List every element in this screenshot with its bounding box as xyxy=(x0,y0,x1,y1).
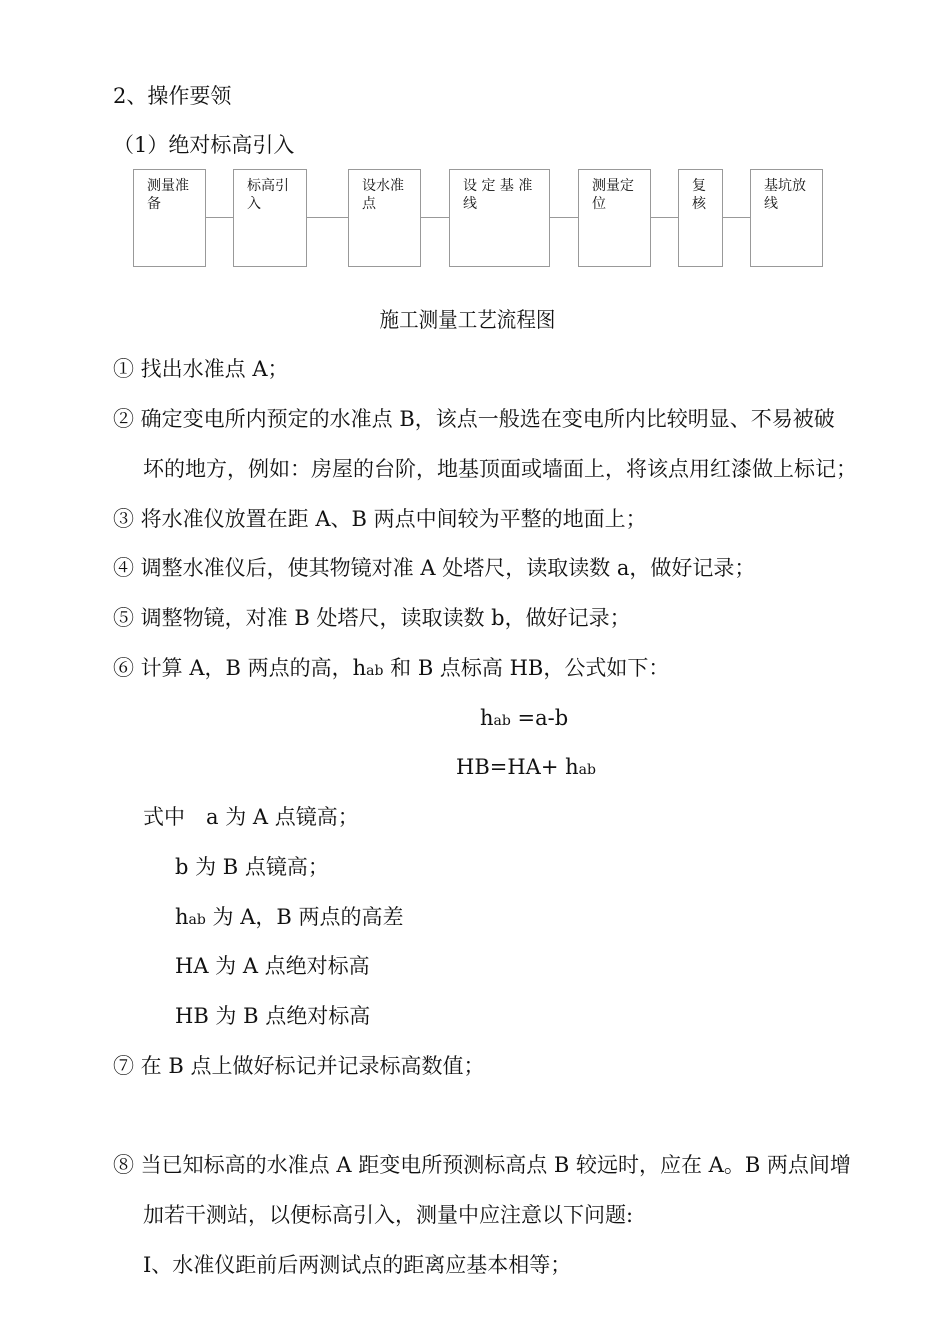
legend-line-5: HB 为 B 点绝对标高 xyxy=(175,1004,371,1028)
flow-step xyxy=(348,169,421,267)
flow-step-label: 测量准备 xyxy=(147,178,189,212)
formula-text: HB=HA+ h xyxy=(456,755,579,779)
flow-step-label: 标高引入 xyxy=(247,178,289,212)
subscript: ab xyxy=(578,762,596,778)
flow-step xyxy=(678,169,723,267)
subsection-title: （1）绝对标高引入 xyxy=(113,133,295,157)
step-1: ① 找出水准点 A； xyxy=(113,357,289,381)
formula-text: h xyxy=(480,706,494,730)
formula-text: =a-b xyxy=(510,706,569,730)
step-7: ⑦ 在 B 点上做好标记并记录标高数值； xyxy=(113,1054,485,1078)
flow-step xyxy=(133,169,206,267)
flow-step-label: 基坑放线 xyxy=(764,178,806,212)
step-2-line-1: ② 确定变电所内预定的水准点 B，该点一般选在变电所内比较明显、不易被破 xyxy=(113,407,835,431)
note-roman-1: Ⅰ、水准仪距前后两测试点的距离应基本相等； xyxy=(143,1253,572,1277)
step-6 xyxy=(113,654,669,685)
step-2-line-2: 坏的地方，例如：房屋的台阶，地基顶面或墙面上，将该点用红漆做上标记； xyxy=(143,457,857,481)
flow-connector xyxy=(722,217,751,218)
flowchart-caption: 施工测量工艺流程图 xyxy=(379,308,556,332)
subscript: ab xyxy=(188,912,206,928)
flow-step-label: 测量定位 xyxy=(592,178,634,212)
section-title: 2、操作要领 xyxy=(113,84,232,108)
legend-text: 为 A，B 两点的高差 xyxy=(205,905,404,929)
flow-step-label: 复核 xyxy=(692,178,706,212)
legend-line-4: HA 为 A 点绝对标高 xyxy=(175,954,370,978)
subscript: ab xyxy=(493,713,511,729)
step-6-text: ⑥ 计算 A，B 两点的高，h xyxy=(113,656,367,680)
flow-step xyxy=(233,169,307,267)
step-8-line-1: ⑧ 当已知标高的水准点 A 距变电所预测标高点 B 较远时，应在 A。B 两点间增 xyxy=(113,1153,851,1177)
subscript: ab xyxy=(366,663,384,679)
step-4: ④ 调整水准仪后，使其物镜对准 A 处塔尺，读取读数 a，做好记录； xyxy=(113,556,756,580)
flow-step xyxy=(750,169,823,267)
flow-connector xyxy=(549,217,579,218)
flow-step-label: 设水准点 xyxy=(362,178,404,212)
step-8-line-2: 加若干测站，以便标高引入，测量中应注意以下问题: xyxy=(143,1203,634,1227)
legend-line-1: 式中 a 为 A 点镜高； xyxy=(143,805,359,829)
step-3: ③ 将水准仪放置在距 A、B 两点中间较为平整的地面上； xyxy=(113,507,647,531)
formula-1 xyxy=(480,704,568,735)
flow-step xyxy=(449,169,550,267)
legend-line-2: b 为 B 点镜高； xyxy=(175,855,329,879)
legend-line-3 xyxy=(175,903,403,934)
flow-connector xyxy=(420,217,450,218)
flow-connector xyxy=(205,217,234,218)
step-5: ⑤ 调整物镜，对准 B 处塔尺，读取读数 b，做好记录； xyxy=(113,606,631,630)
flow-connector xyxy=(306,217,349,218)
legend-text: h xyxy=(175,905,189,929)
step-6-text: 和 B 点标高 HB，公式如下： xyxy=(383,656,670,680)
formula-2 xyxy=(456,753,596,784)
flow-step xyxy=(578,169,651,267)
flow-connector xyxy=(650,217,679,218)
flow-step-label: 设 定 基 准 线 xyxy=(463,178,533,212)
